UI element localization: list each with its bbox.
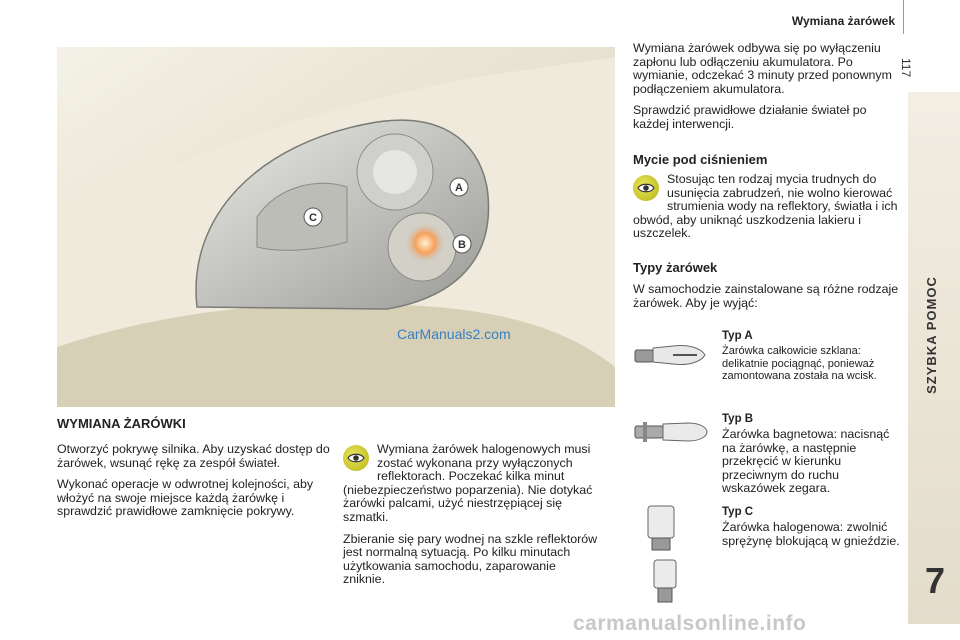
type-description: Żarówka halogenowa: zwolnić sprężynę blokującą w gnieździe.: [722, 520, 900, 548]
paragraph: Wykonać operacje w odwrotnej kolejności, aby włożyć na swoje miejsce każdą żarówkę i sprawdzić prawidłowe zamknięcie pokrywy.: [57, 477, 314, 519]
paragraph: Stosując ten rodzaj mycia trudnych do usunięcia zabrudzeń, nie wolno kierować strumienia wody na reflektory, światła i ich obwód, aby uniknąć uszkodzenia lakieru i uszczelek.: [633, 172, 898, 241]
svg-text:C: C: [309, 212, 317, 224]
type-description: Żarówka bagnetowa: nacisnąć na żarówkę, a następnie przekręcić w kierunku przeciwnym do ruchu wskazówek zegara.: [722, 427, 890, 496]
page-number: 117: [899, 58, 913, 78]
bulb-type-b-icon: [633, 418, 713, 446]
subsection-title-pressure: Mycie pod ciśnieniem: [633, 152, 768, 167]
paragraph: Wymiana żarówek odbywa się po wyłączeniu zapłonu lub odłączeniu akumulatora. Po wymianie, odczekać 3 minuty przed ponownym podłączeniem akumulatora.: [633, 41, 892, 96]
running-header: Wymiana żarówek: [791, 14, 895, 28]
paragraph: Wymiana żarówek halogenowych musi zostać wykonana przy wyłączonych reflektorach. Poczekać kilka minut (niebezpieczeństwo poparzenia). Nie dotykać żarówki palcami, użyć niestrzępiącej się szmatki.: [343, 442, 593, 524]
label-a: [450, 178, 468, 196]
chapter-label: SZYBKA POMOC: [924, 276, 939, 394]
paragraph: Otworzyć pokrywę silnika. Aby uzyskać dostęp do żarówek, wsunąć rękę za zespół świateł.: [57, 442, 330, 470]
svg-text:B: B: [458, 239, 466, 251]
label-b: [453, 235, 471, 253]
bulb-type-a: [722, 330, 902, 383]
main-column-1: [57, 443, 332, 527]
bulb-type-a-icon: [633, 338, 713, 372]
paragraph: W samochodzie zainstalowane są różne rodzaje żarówek. Aby je wyjąć:: [633, 282, 899, 310]
pressure-note: [633, 173, 903, 249]
photo-watermark: CarManuals2.com: [397, 326, 511, 342]
paragraph: Sprawdzić prawidłowe działanie świateł po każdej interwencji.: [633, 103, 867, 131]
headlamp-photo: [57, 47, 615, 407]
svg-text:A: A: [455, 182, 463, 194]
footer-watermark: carmanualsonline.info: [573, 612, 807, 635]
bulb-type-c: [722, 506, 902, 548]
right-column-intro: [633, 42, 903, 140]
type-title: Typ A: [722, 330, 753, 342]
bulb-type-c-icon: [640, 502, 690, 606]
paragraph: Zbieranie się pary wodnej na szkle reflektorów jest normalną sytuacją. Po kilku minutach użytkowania samochodu, zaparowanie zniknie.: [343, 531, 598, 587]
type-description: Żarówka całkowicie szklana: delikatnie pociągnąć, ponieważ zamontowana została na wcisk.: [722, 345, 877, 383]
chapter-number: 7: [924, 560, 946, 601]
subsection-title-types: Typy żarówek: [633, 260, 718, 275]
type-title: Typ B: [722, 413, 754, 425]
section-title: WYMIANA ŻARÓWKI: [57, 416, 186, 431]
types-intro: [633, 283, 903, 318]
main-column-2: [343, 443, 598, 595]
bulb-type-b: [722, 413, 902, 496]
eye-icon: [633, 175, 659, 201]
label-c: [304, 208, 322, 226]
header-rule: [903, 0, 904, 34]
eye-icon: [343, 445, 369, 471]
type-title: Typ C: [722, 506, 754, 518]
